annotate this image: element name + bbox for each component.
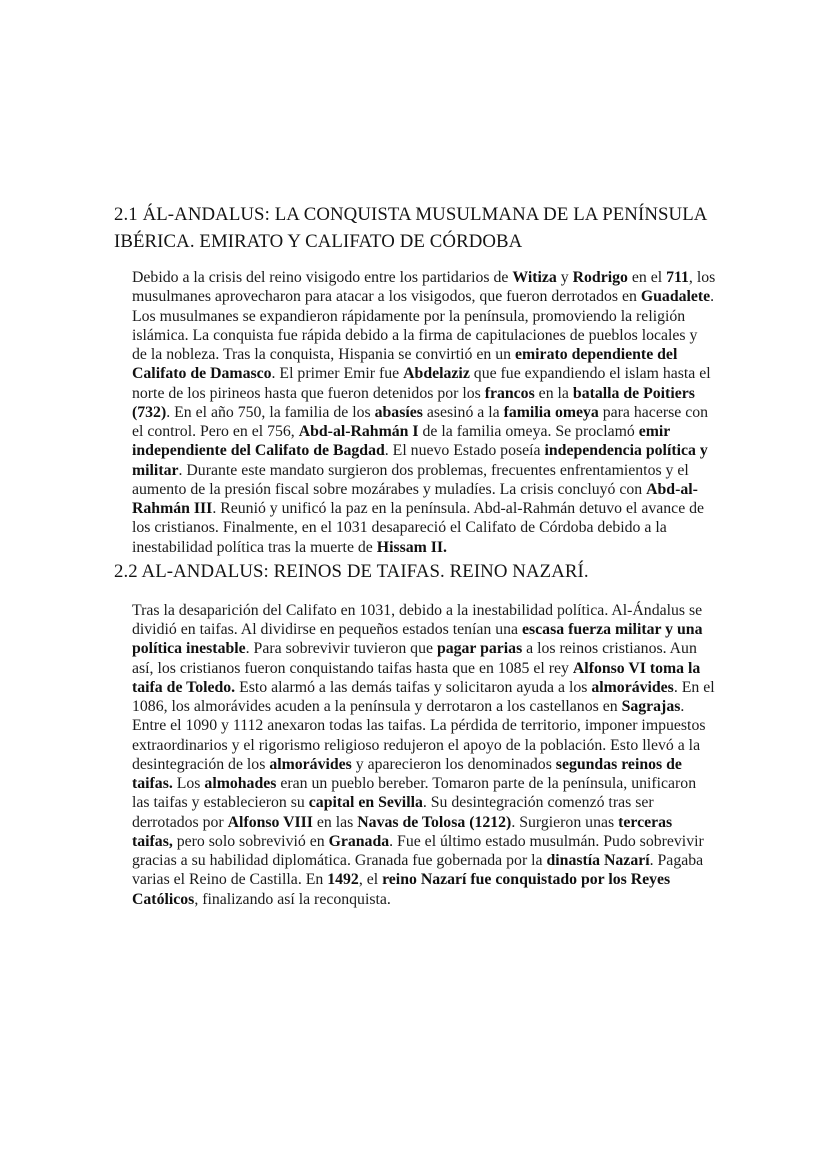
bold-text-run: batalla de Poitiers (732): [132, 384, 695, 421]
bold-text-run: 1492: [327, 871, 359, 889]
text-run: eran un pueblo bereber. Tomaron parte de la península, unificaron las taifas y establecieron su: [132, 775, 697, 812]
text-run: . El nuevo Estado poseía: [384, 442, 545, 460]
bold-text-run: Alfonso VIII: [227, 813, 313, 831]
bold-text-run: Abd-al-Rahmán III: [132, 480, 698, 517]
text-run: y aparecieron los denominados: [351, 755, 556, 773]
text-run: , finalizando así la reconquista.: [194, 890, 391, 908]
text-content-block: [114, 201, 715, 909]
bold-text-run: terceras taifas,: [132, 813, 673, 850]
bold-text-run: Hissam II.: [376, 538, 448, 556]
bold-text-run: Rodrigo: [572, 269, 628, 286]
bold-text-run: escasa fuerza militar y una política inestable: [132, 621, 703, 658]
bold-text-run: abasíes: [374, 403, 423, 421]
text-run: . El primer Emir fue: [271, 365, 404, 383]
text-run: . Durante este mandato surgieron dos problemas, frecuentes enfrentamientos y el aumento de la presión fiscal sobre mozárabes y muladíes. La crisis concluyó con: [132, 461, 689, 498]
section-heading-2-2: 2.2 AL-ANDALUS: REINOS DE TAIFAS. REINO NAZARÍ.: [114, 560, 589, 582]
bold-text-run: 711: [666, 269, 689, 286]
bold-text-run: dinastía Nazarí: [546, 852, 650, 869]
bold-text-run: Alfonso VI toma la taifa de Toledo.: [132, 659, 701, 696]
text-run: . Entre el 1090 y 1112 anexaron todas las taifas. La pérdida de territorio, imponer impuestos extraordinarios y el rigorismo religioso redujeron el apoyo de la población. Esto llevó a la desintegración de los: [132, 698, 706, 773]
text-run: y: [556, 269, 573, 286]
bold-text-run: almohades: [204, 775, 277, 792]
bold-text-run: francos: [484, 384, 535, 402]
text-run: . En el año 750, la familia de los: [166, 403, 375, 421]
text-run: asesinó a la: [422, 403, 504, 421]
bold-text-run: emirato dependiente del Califato de Damasco: [132, 346, 678, 383]
text-run: Esto alarmó a las demás taifas y solicitaron ayuda a los: [235, 678, 592, 696]
text-run: . Fue el último estado musulmán. Pudo sobrevivir gracias a su habilidad diplomática. Granada fue gobernada por la: [132, 832, 704, 869]
text-run: en las: [312, 813, 358, 831]
text-run: . Los musulmanes se expandieron rápidamente por la península, promoviendo la religión islámica. La conquista fue rápida debido a la firma de capitulaciones de pueblos locales y de la nobleza. Tras la conquista, Hispania se convirtió en un: [132, 288, 715, 363]
bold-text-run: capital en Sevilla: [308, 794, 423, 812]
text-run: , los musulmanes aprovecharon para atacar a los visigodos, que fueron derrotados en: [132, 269, 716, 306]
text-run: . En el 1086, los almorávides acuden a la península y derrotaron a los castellanos en: [132, 678, 715, 715]
bold-text-run: Granada: [328, 832, 390, 850]
bold-text-run: familia omeya: [503, 403, 599, 421]
text-run: . Surgieron unas: [511, 813, 619, 831]
bold-text-run: pagar parias: [436, 640, 523, 658]
bold-text-run: Navas de Tolosa (1212): [357, 813, 512, 831]
text-run: pero solo sobrevivió en: [172, 832, 329, 850]
bold-text-run: Witiza: [512, 269, 557, 286]
text-run: de la familia omeya. Se proclamó: [418, 423, 639, 440]
text-run: Tras la desaparición del Califato en 1031, debido a la inestabilidad política. Al-Ándalus se dividió en taifas. Al dividirse en pequeños estados tenían una: [132, 601, 703, 638]
bold-text-run: Sagrajas: [621, 698, 681, 715]
section-heading-2-1: 2.1 ÁL-ANDALUS: LA CONQUISTA MUSULMANA DE LA PENÍNSULA IBÉRICA. EMIRATO Y CALIFATO DE CÓRDOBA: [114, 204, 707, 252]
text-run: , el: [358, 871, 383, 889]
bold-text-run: Guadalete: [640, 288, 711, 306]
text-run: para hacerse con el control. Pero en el 756,: [132, 403, 709, 440]
text-run: . Para sobrevivir tuvieron que: [245, 640, 437, 658]
bold-text-run: segundas reinos de taifas.: [132, 755, 682, 792]
text-run: a los reinos cristianos. Aun así, los cristianos fueron conquistando taifas hasta que en 1085 el rey: [132, 640, 697, 677]
text-run: que fue expandiendo el islam hasta el norte de los pirineos hasta que fueron detenidos por los: [132, 365, 711, 402]
text-run: . Reunió y unificó la paz en la península. Abd-al-Rahmán detuvo el avance de los cristianos. Finalmente, en el 1031 desapareció el Califato de Córdoba debido a la inestabilidad política tras la muerte de: [132, 500, 705, 556]
section-paragraph-2-2: [132, 601, 716, 909]
text-run: en la: [534, 384, 573, 402]
text-run: . Su desintegración comenzó tras ser derrotados por: [132, 794, 654, 831]
bold-text-run: reino Nazarí fue conquistado por los Reyes Católicos: [132, 871, 671, 908]
text-run: Debido a la crisis del reino visigodo entre los partidarios de: [132, 269, 513, 286]
bold-text-run: Abdelaziz: [403, 365, 470, 383]
bold-text-run: almorávides: [269, 755, 352, 773]
bold-text-run: independencia política y militar: [132, 442, 708, 479]
section-paragraph-2-1: [132, 268, 716, 557]
bold-text-run: almorávides: [591, 678, 674, 696]
text-run: Los: [172, 775, 205, 792]
text-run: en el: [627, 269, 667, 286]
bold-text-run: emir independiente del Califato de Bagdad: [132, 423, 671, 460]
bold-text-run: Abd-al-Rahmán I: [298, 423, 419, 440]
text-run: . Pagaba varias el Reino de Castilla. En: [132, 852, 704, 889]
